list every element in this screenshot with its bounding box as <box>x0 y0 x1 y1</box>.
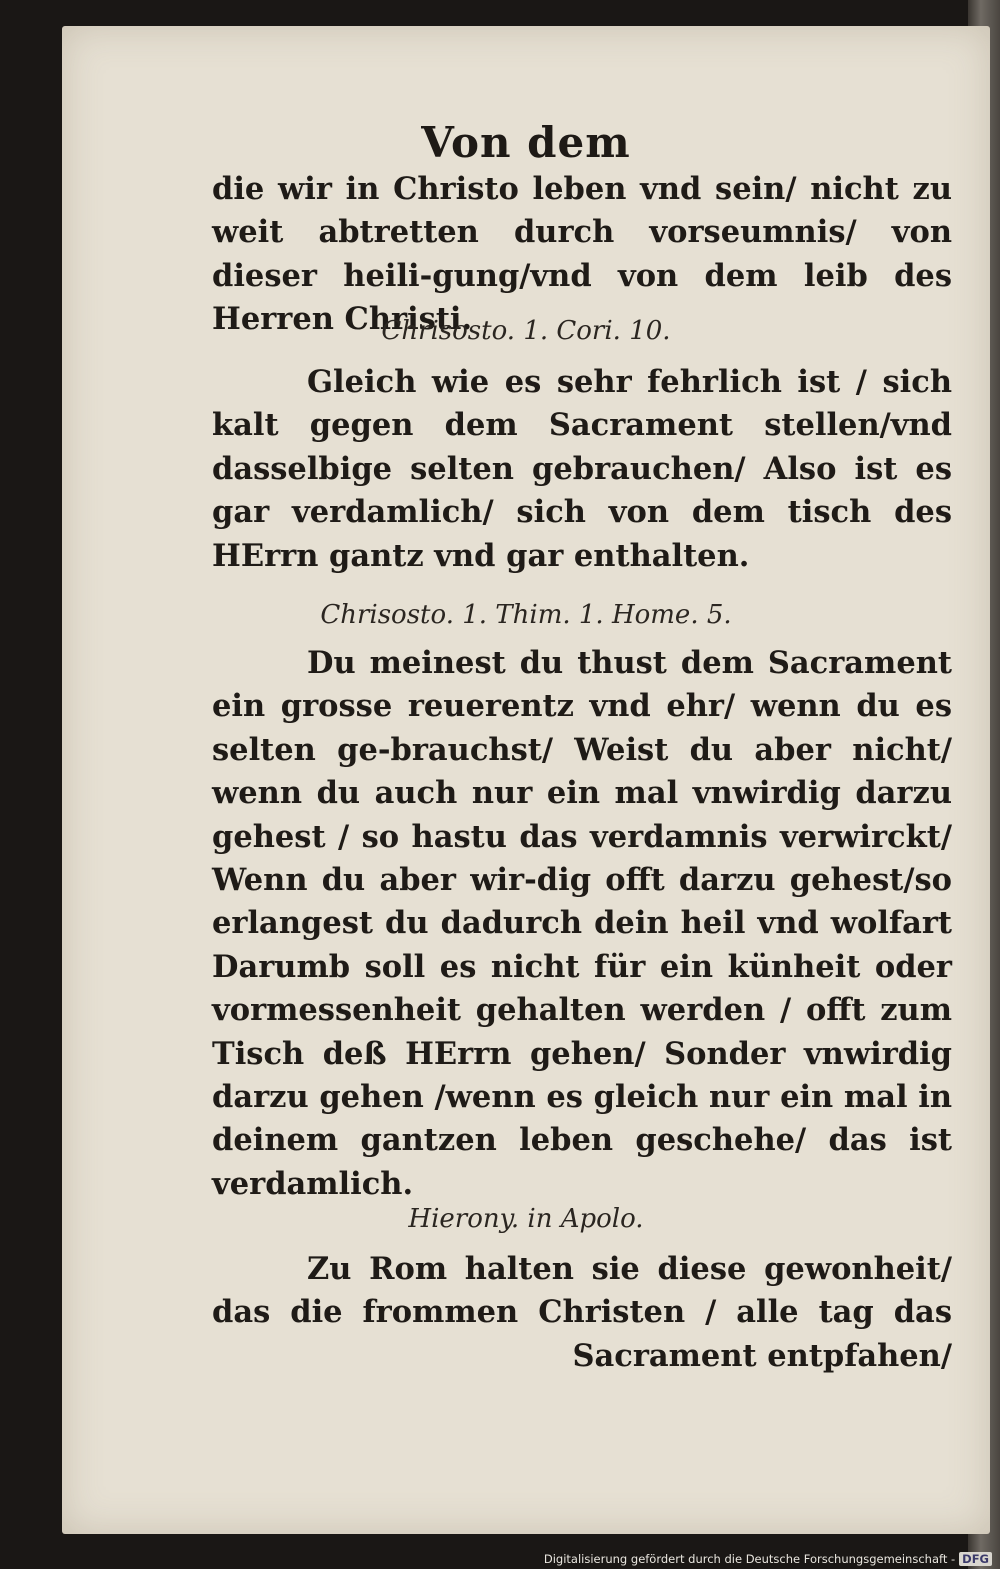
dfg-logo: DFG <box>959 1552 992 1566</box>
source-citation-3: Hierony. in Apolo. <box>408 1204 644 1234</box>
source-citation-2: Chrisosto. 1. Thim. 1. Home. 5. <box>320 600 732 630</box>
running-head: Von dem <box>421 118 631 167</box>
paragraph-3: Du meinest du thust dem Sacrament ein grosse reuerentz vnd ehr/ wenn du es selten ge-brauchst/ Weist du aber nicht/ wenn du auch nur ein mal vnwirdig darzu gehest / so hastu das verdamnis verwirckt/ Wenn du aber wir-dig offt darzu gehest/so erlangest du dadurch dein heil vnd wolfart Darumb soll es nicht für ein künheit oder vormessenheit gehalten werden / offt zum Tisch deß HErrn gehen/ Sonder vnwirdig darzu gehen /wenn es gleich nur ein mal in deinem gantzen leben geschehe/ das ist verdamlich. <box>212 645 952 1202</box>
source-citation-1: Chrisosto. 1. Cori. 10. <box>381 316 671 346</box>
credit-text: Digitalisierung gefördert durch die Deutsche Forschungsgemeinschaft - <box>543 1552 956 1566</box>
book-page <box>62 26 990 1534</box>
digitization-credit <box>544 1552 992 1566</box>
paragraph-4: Zu Rom halten sie diese gewonheit/ das die frommen Christen / alle tag das Sacrament entpfahen/ <box>212 1251 952 1374</box>
paragraph-2: Gleich wie es sehr fehrlich ist / sich kalt gegen dem Sacrament stellen/vnd dasselbige selten gebrauchen/ Also ist es gar verdamlich/ sich von dem tisch des HErrn gantz vnd gar enthalten. <box>212 364 952 574</box>
paragraph-1: die wir in Christo leben vnd sein/ nicht zu weit abtretten durch vorseumnis/ von dieser heili-gung/vnd von dem leib des Herren Christi. <box>212 171 952 338</box>
